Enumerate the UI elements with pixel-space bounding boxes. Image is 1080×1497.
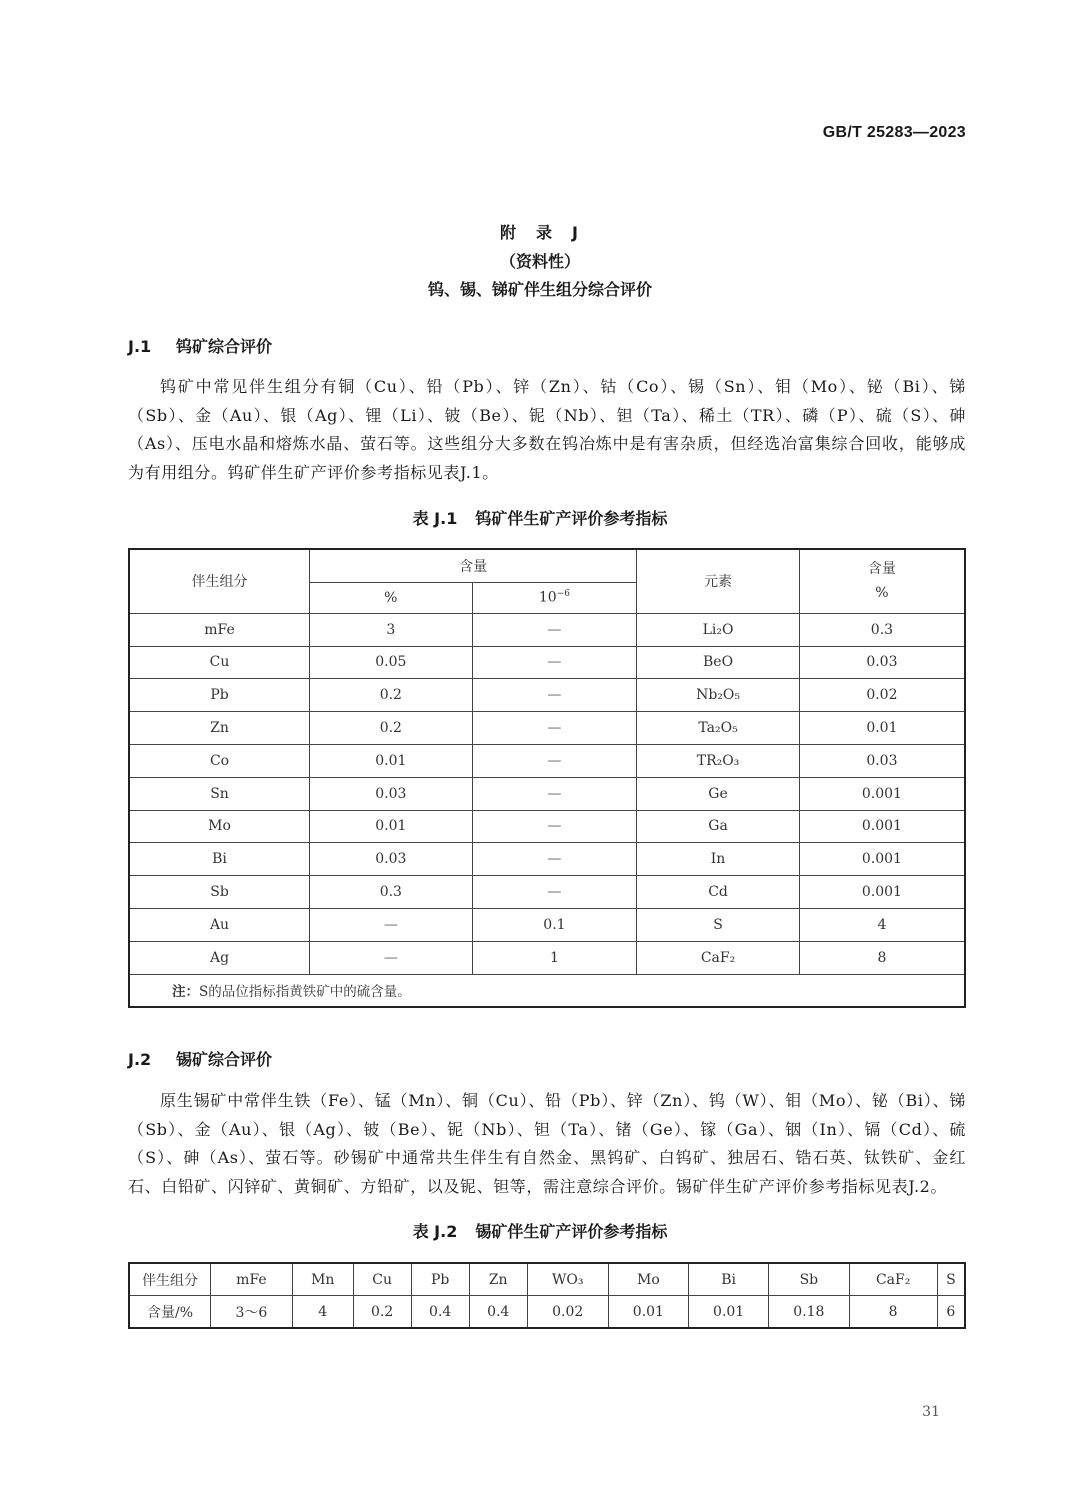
row-label-component: 伴生组分 <box>129 1263 211 1296</box>
header-element: 元素 <box>637 549 800 613</box>
section-title: 锡矿综合评价 <box>176 1050 273 1069</box>
cell-element: Cd <box>637 876 800 909</box>
cell-component: Zn <box>129 712 310 745</box>
cell-ppm: 0.1 <box>472 908 637 941</box>
header-component: 伴生组分 <box>129 549 310 613</box>
cell-value: 0.4 <box>469 1296 527 1329</box>
cell-value: 3～6 <box>211 1296 293 1329</box>
page-number: 31 <box>922 1404 940 1420</box>
cell-value: 6 <box>937 1296 965 1329</box>
cell-pct: 0.2 <box>310 679 473 712</box>
table-title: 锡矿伴生矿产评价参考指标 <box>475 1222 668 1241</box>
table-row <box>129 908 965 941</box>
cell-element: Ta₂O₅ <box>637 712 800 745</box>
cell-pct: 3 <box>310 613 473 646</box>
cell-value: 0.02 <box>799 679 965 712</box>
cell-pct: 0.3 <box>310 876 473 909</box>
cell-value: 8 <box>849 1296 937 1329</box>
table-row <box>129 843 965 876</box>
appendix-title: 钨、锡、锑矿伴生组分综合评价 <box>427 280 652 299</box>
cell-component: Cu <box>353 1263 411 1296</box>
cell-element: TR₂O₃ <box>637 744 800 777</box>
table-label: 表 J.1 <box>412 509 458 528</box>
cell-ppm: — <box>472 843 637 876</box>
header-ppm <box>472 582 637 613</box>
cell-value: 0.001 <box>799 777 965 810</box>
cell-pct: — <box>310 908 473 941</box>
cell-component: Bi <box>129 843 310 876</box>
cell-component: S <box>937 1263 965 1296</box>
table-label: 表 J.2 <box>412 1222 458 1241</box>
cell-element: Ga <box>637 810 800 843</box>
cell-value: 0.02 <box>527 1296 608 1329</box>
cell-component: Zn <box>469 1263 527 1296</box>
cell-component: CaF₂ <box>849 1263 937 1296</box>
appendix-label: 附 录 J <box>500 223 580 242</box>
cell-component: Cu <box>129 646 310 679</box>
cell-component: Sb <box>129 876 310 909</box>
cell-pct: 0.01 <box>310 810 473 843</box>
cell-value: 0.2 <box>353 1296 411 1329</box>
table-row <box>129 613 965 646</box>
cell-component: Mn <box>292 1263 353 1296</box>
cell-value: 0.03 <box>799 744 965 777</box>
cell-component: WO₃ <box>527 1263 608 1296</box>
cell-value: 0.01 <box>689 1296 769 1329</box>
section-number: J.1 <box>128 337 152 356</box>
header-content2: 含量 <box>867 561 896 578</box>
cell-value: 4 <box>292 1296 353 1329</box>
table-row <box>129 646 965 679</box>
cell-component: Ag <box>129 941 310 974</box>
cell-component: mFe <box>129 613 310 646</box>
cell-component: Sn <box>129 777 310 810</box>
cell-component: Mo <box>129 810 310 843</box>
cell-element: BeO <box>637 646 800 679</box>
cell-ppm: — <box>472 744 637 777</box>
table-j1 <box>128 548 966 1008</box>
section-j1-heading <box>128 334 272 357</box>
section-j1-paragraph: 钨矿中常见伴生组分有铜（Cu）、铅（Pb）、锌（Zn）、钴（Co）、锡（Sn）、钼（Mo）、铋（Bi）、锑（Sb）、金（Au）、银（Ag）、锂（Li）、铍（Be）、铌（Nb）、钽（Ta）、稀土（TR）、磷（P）、硫（S）、砷（As）、压电水晶和熔炼水晶、萤石等。这些组分大多数在钨冶炼中是有害杂质，但经选冶富集综合回收，能够成为有用组分。钨矿伴生矿产评价参考指标见表J.1。 <box>128 377 966 482</box>
section-number: J.2 <box>128 1050 152 1069</box>
table-row <box>129 810 965 843</box>
table-row <box>129 941 965 974</box>
header-pct2: % <box>875 585 889 602</box>
cell-ppm: — <box>472 876 637 909</box>
cell-component: mFe <box>211 1263 293 1296</box>
header-ppm-base: 10 <box>538 590 557 607</box>
cell-value: 0.001 <box>799 876 965 909</box>
cell-pct: 0.05 <box>310 646 473 679</box>
table-j1-caption <box>0 506 1080 529</box>
cell-ppm: — <box>472 613 637 646</box>
cell-component: Mo <box>608 1263 688 1296</box>
cell-value: 0.18 <box>769 1296 849 1329</box>
cell-ppm: 1 <box>472 941 637 974</box>
cell-element: In <box>637 843 800 876</box>
cell-component: Pb <box>129 679 310 712</box>
table-row <box>129 777 965 810</box>
cell-pct: 0.03 <box>310 843 473 876</box>
table-row <box>129 679 965 712</box>
table-note <box>129 974 965 1007</box>
cell-value: 4 <box>799 908 965 941</box>
cell-ppm: — <box>472 810 637 843</box>
cell-element: Li₂O <box>637 613 800 646</box>
header-ppm-exp: −6 <box>556 589 570 600</box>
cell-ppm: — <box>472 712 637 745</box>
cell-value: 0.4 <box>411 1296 469 1329</box>
cell-pct: 0.2 <box>310 712 473 745</box>
cell-value: 8 <box>799 941 965 974</box>
table-j2-caption <box>0 1219 1080 1242</box>
cell-value: 0.3 <box>799 613 965 646</box>
cell-ppm: — <box>472 646 637 679</box>
section-j2-paragraph: 原生锡矿中常伴生铁（Fe）、锰（Mn）、铜（Cu）、铅（Pb）、锌（Zn）、钨（W）、钼（Mo）、铋（Bi）、锑（Sb）、金（Au）、银（Ag）、铍（Be）、铌（Nb）、钽（Ta）、锗（Ge）、镓（Ga）、铟（In）、镉（Cd）、硫（S）、砷（As）、萤石等。砂锡矿中通常共生伴生有自然金、黑钨矿、白钨矿、独居石、锆石英、钛铁矿、金红石、白铅矿、闪锌矿、黄铜矿、方铅矿，以及铌、钽等，需注意综合评价。锡矿伴生矿产评价参考指标见表J.2。 <box>128 1091 966 1196</box>
cell-value: 0.01 <box>608 1296 688 1329</box>
cell-component: Au <box>129 908 310 941</box>
cell-component: Bi <box>689 1263 769 1296</box>
cell-pct: 0.03 <box>310 777 473 810</box>
cell-value: 0.01 <box>799 712 965 745</box>
appendix-type: （资料性） <box>499 252 580 271</box>
section-title: 钨矿综合评价 <box>176 337 273 356</box>
table-j2 <box>128 1262 966 1329</box>
cell-value: 0.001 <box>799 810 965 843</box>
table-title: 钨矿伴生矿产评价参考指标 <box>475 509 668 528</box>
table-row <box>129 744 965 777</box>
note-text: S的品位指标指黄铁矿中的硫含量。 <box>199 984 411 1001</box>
cell-value: 0.001 <box>799 843 965 876</box>
note-label: 注： <box>172 984 199 1001</box>
cell-pct: — <box>310 941 473 974</box>
cell-element: S <box>637 908 800 941</box>
header-pct: % <box>310 582 473 613</box>
cell-pct: 0.01 <box>310 744 473 777</box>
cell-value: 0.03 <box>799 646 965 679</box>
header-content: 含量 <box>310 549 637 582</box>
standard-number: GB/T 25283—2023 <box>822 124 966 141</box>
cell-component: Pb <box>411 1263 469 1296</box>
header-content-pct <box>799 549 965 613</box>
section-j2-heading <box>128 1047 272 1070</box>
cell-element: Ge <box>637 777 800 810</box>
cell-ppm: — <box>472 679 637 712</box>
cell-element: Nb₂O₅ <box>637 679 800 712</box>
cell-component: Sb <box>769 1263 849 1296</box>
cell-ppm: — <box>472 777 637 810</box>
table-row <box>129 712 965 745</box>
table-row <box>129 876 965 909</box>
cell-element: CaF₂ <box>637 941 800 974</box>
row-label-content: 含量/% <box>129 1296 211 1329</box>
cell-component: Co <box>129 744 310 777</box>
